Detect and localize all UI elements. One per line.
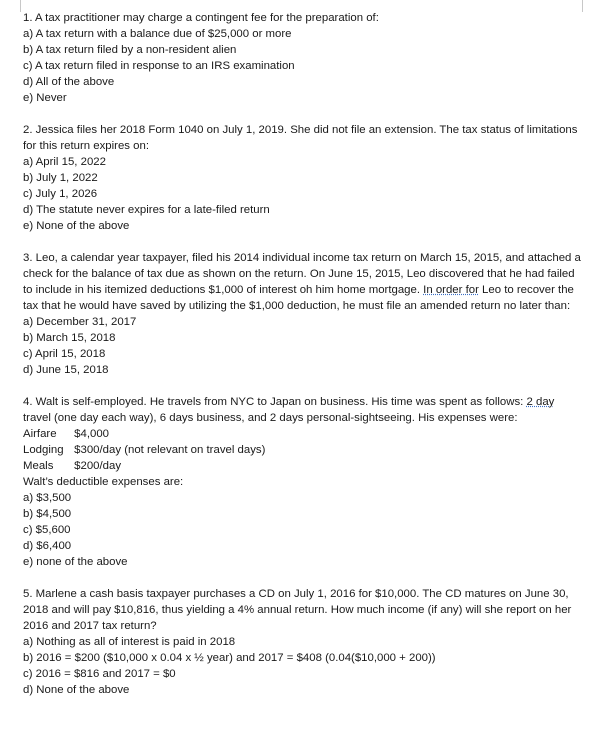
- expense-label: Lodging: [23, 444, 64, 456]
- question-1-option-b: b) A tax return filed by a non-resident alien: [23, 44, 237, 56]
- question-2: [23, 122, 583, 234]
- question-3-stem-part-1: 3. Leo, a calendar year taxpayer, filed his 2014 individual income tax return on March 15, 2015, and attached a check for the balance of tax due as shown on the return. On June 15, 2015, Leo discovered that he had failed to include in his itemized deductions $1,000 of interest oh him home mortgage.: [23, 252, 581, 296]
- question-4-stem: [23, 394, 583, 426]
- page-corner-mark-right: [582, 0, 595, 12]
- question-4-option-a: a) $3,500: [23, 492, 72, 504]
- question-5-option-c: c) 2016 = $816 and 2017 = $0: [23, 668, 176, 680]
- question-1-option-e: e) Never: [23, 92, 67, 104]
- question-5-option-a: a) Nothing as all of interest is paid in 2018: [23, 636, 236, 648]
- question-1-option-c: c) A tax return filed in response to an IRS examination: [23, 60, 295, 72]
- question-2-option-a: a) April 15, 2022: [23, 156, 106, 168]
- question-2-option-c: c) July 1, 2026: [23, 188, 98, 200]
- question-4-stem-underlined: 2 day: [526, 396, 555, 408]
- question-4-stem-part-2: travel (one day each way), 6 days business, and 2 days personal-sightseeing. His expenses were:: [23, 412, 518, 424]
- question-3-option-b: b) March 15, 2018: [23, 332, 116, 344]
- question-1: [23, 10, 583, 106]
- question-4-option-b: b) $4,500: [23, 508, 72, 520]
- expense-row-lodging: [23, 442, 583, 458]
- expense-row-airfare: [23, 426, 583, 442]
- question-1-stem: 1. A tax practitioner may charge a contingent fee for the preparation of:: [23, 12, 379, 24]
- question-2-option-d: d) The statute never expires for a late-filed return: [23, 204, 270, 216]
- question-1-option-a: a) A tax return with a balance due of $25,000 or more: [23, 28, 292, 40]
- expense-row-meals: [23, 458, 583, 474]
- expense-label: Meals: [23, 460, 54, 472]
- question-3-stem: [23, 250, 583, 314]
- question-5-stem: 5. Marlene a cash basis taxpayer purchases a CD on July 1, 2016 for $10,000. The CD matures on June 30, 2018 and will pay $10,816, thus yielding a 4% annual return. How much income (if any) will she report on her 2016 and 2017 tax return?: [23, 588, 572, 632]
- question-3-stem-part-2: Leo to recover the tax that he would have saved by utilizing the $1,000 deduction, he must file an amended return no later than:: [23, 284, 574, 312]
- question-3: [23, 250, 583, 378]
- expense-value: $200/day: [74, 460, 122, 472]
- question-2-option-e: e) None of the above: [23, 220, 130, 232]
- question-5: [23, 586, 583, 698]
- question-5-option-b: b) 2016 = $200 ($10,000 x 0.04 x ½ year) and 2017 = $408 (0.04($10,000 + 200)): [23, 652, 436, 664]
- question-5-option-d: d) None of the above: [23, 684, 130, 696]
- expense-value: $4,000: [74, 428, 110, 440]
- question-3-stem-underlined: In order for: [423, 284, 479, 296]
- question-4-option-e: e) none of the above: [23, 556, 128, 568]
- question-3-option-a: a) December 31, 2017: [23, 316, 137, 328]
- question-3-option-c: c) April 15, 2018: [23, 348, 106, 360]
- question-3-option-d: d) June 15, 2018: [23, 364, 109, 376]
- question-4: [23, 394, 583, 570]
- question-4-option-d: d) $6,400: [23, 540, 72, 552]
- question-2-option-b: b) July 1, 2022: [23, 172, 98, 184]
- expense-label: Airfare: [23, 428, 57, 440]
- expense-value: $300/day (not relevant on travel days): [74, 444, 266, 456]
- question-4-stem-part-1: 4. Walt is self-employed. He travels from NYC to Japan on business. His time was spent as follows:: [23, 396, 527, 408]
- page-corner-mark-left: [8, 0, 21, 12]
- question-4-option-c: c) $5,600: [23, 524, 71, 536]
- question-1-option-d: d) All of the above: [23, 76, 115, 88]
- question-2-stem: 2. Jessica files her 2018 Form 1040 on July 1, 2019. She did not file an extension. The tax status of limitations for this return expires on:: [23, 124, 578, 152]
- document-page: [23, 10, 583, 714]
- question-4-prompt: Walt’s deductible expenses are:: [23, 476, 184, 488]
